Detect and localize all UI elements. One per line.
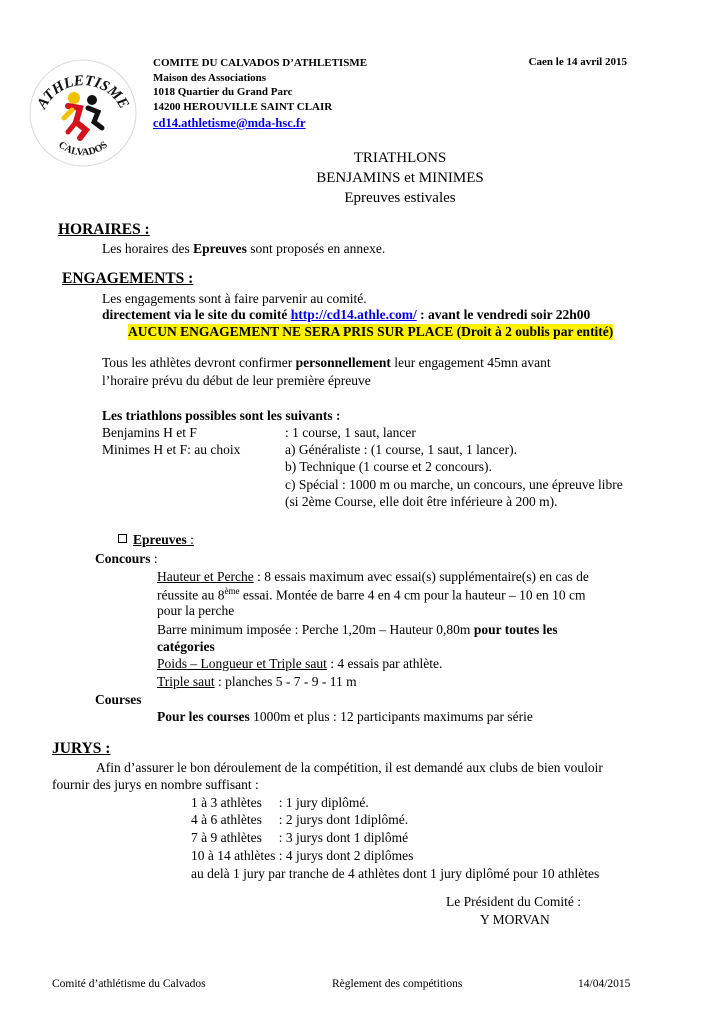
horaires-heading: HORAIRES : (58, 221, 150, 238)
document-title (250, 148, 550, 208)
courses-line: Pour les courses 1000m et plus : 12 participants maximums par série (157, 709, 533, 724)
barre-minimum-line: Barre minimum imposée : Perche 1,20m – Hauteur 0,80m pour toutes les (157, 622, 558, 637)
engagements-heading: ENGAGEMENTS : (62, 270, 194, 287)
signature-name: Y MORVAN (480, 912, 550, 927)
hauteur-perche-line-1: Hauteur et Perche : 8 essais maximum avec essai(s) supplémentaire(s) en cas de (157, 569, 589, 584)
document-date: Caen le 14 avril 2015 (528, 56, 627, 68)
org-name: COMITE DU CALVADOS D’ATHLETISME (153, 57, 368, 69)
engagements-line-1: Les engagements sont à faire parvenir au comité. (102, 291, 367, 306)
jurys-intro-line-2: fournir des jurys en nombre suffisant : (52, 777, 259, 792)
signature-title: Le Président du Comité : (446, 894, 581, 909)
engagements-line-2: directement via le site du comité http://cd14.athle.com/ : avant le vendredi soir 22h00 (102, 307, 591, 322)
organization-block (153, 56, 367, 131)
jury-row: 7 à 9 athlètes : 3 jurys dont 1 diplômé (191, 830, 409, 845)
minimes-label: Minimes H et F: au choix (102, 442, 241, 457)
jury-row: 10 à 14 athlètes : 4 jurys dont 2 diplômes (191, 848, 414, 863)
title-line-1: TRIATHLONS (353, 150, 447, 166)
engagements-warning: AUCUN ENGAGEMENT NE SERA PRIS SUR PLACE (Droit à 2 oublis par entité) (128, 324, 614, 339)
jury-row: 4 à 6 athlètes : 2 jurys dont 1diplômé. (191, 812, 409, 827)
jury-row: au delà 1 jury par tranche de 4 athlètes dont 1 jury diplômé pour 10 athlètes (191, 866, 600, 881)
barre-minimum-line-2: catégories (157, 639, 215, 654)
hauteur-perche-line-2: réussite au 8ème essai. Montée de barre 4 en 4 cm pour la hauteur – 10 en 10 cm (157, 586, 586, 603)
confirm-line-1: Tous les athlètes devront confirmer personnellement leur engagement 45mn avant (102, 355, 551, 370)
jury-row: 1 à 3 athlètes : 1 jury diplômé. (191, 795, 369, 810)
org-address-2: 1018 Quartier du Grand Parc (153, 86, 293, 98)
hauteur-perche-line-3: pour la perche (157, 603, 235, 618)
concours-label: Concours : (95, 551, 158, 566)
footer-left: Comité d’athlétisme du Calvados (52, 978, 206, 990)
triple-saut-line: Triple saut : planches 5 - 7 - 9 - 11 m (157, 674, 357, 689)
benjamins-value: : 1 course, 1 saut, lancer (285, 425, 416, 440)
triathlons-heading: Les triathlons possibles sont les suivants : (102, 408, 341, 423)
courses-label: Courses (95, 692, 142, 707)
checkbox-bullet-icon (118, 534, 127, 543)
benjamins-label: Benjamins H et F (102, 425, 197, 440)
footer-right: 14/04/2015 (578, 978, 631, 990)
footer-center: Règlement des compétitions (332, 978, 463, 990)
minimes-option-c-note: (si 2ème Course, elle doit être inférieure à 200 m). (285, 494, 558, 509)
jurys-intro-line-1: Afin d’assurer le bon déroulement de la compétition, il est demandé aux clubs de bien vouloir (96, 760, 603, 775)
org-address-1: Maison des Associations (153, 71, 267, 84)
jurys-heading: JURYS : (52, 740, 111, 757)
logo-bottom-text: CALVADOS (56, 139, 110, 159)
logo-top-text: ATHLETISME (34, 72, 132, 112)
title-line-3: Epreuves estivales (344, 190, 456, 206)
poids-longueur-line: Poids – Longueur et Triple saut : 4 essais par athlète. (157, 656, 443, 671)
epreuves-heading: Epreuves : (118, 532, 194, 548)
comite-site-link[interactable]: http://cd14.athle.com/ (290, 307, 417, 322)
athletisme-calvados-logo (28, 58, 138, 168)
title-line-2: BENJAMINS et MINIMES (316, 170, 484, 186)
minimes-option-b: b) Technique (1 course et 2 concours). (285, 459, 492, 474)
confirm-line-2: l’horaire prévu du début de leur première épreuve (102, 373, 371, 388)
minimes-option-a: a) Généraliste : (1 course, 1 saut, 1 lancer). (285, 442, 518, 457)
org-address-3: 14200 HEROUVILLE SAINT CLAIR (153, 100, 333, 113)
org-email-link[interactable]: cd14.athletisme@mda-hsc.fr (153, 116, 306, 130)
minimes-option-c: c) Spécial : 1000 m ou marche, un concours, une épreuve libre (285, 477, 623, 492)
horaires-text: Les horaires des Epreuves sont proposés en annexe. (102, 241, 386, 256)
